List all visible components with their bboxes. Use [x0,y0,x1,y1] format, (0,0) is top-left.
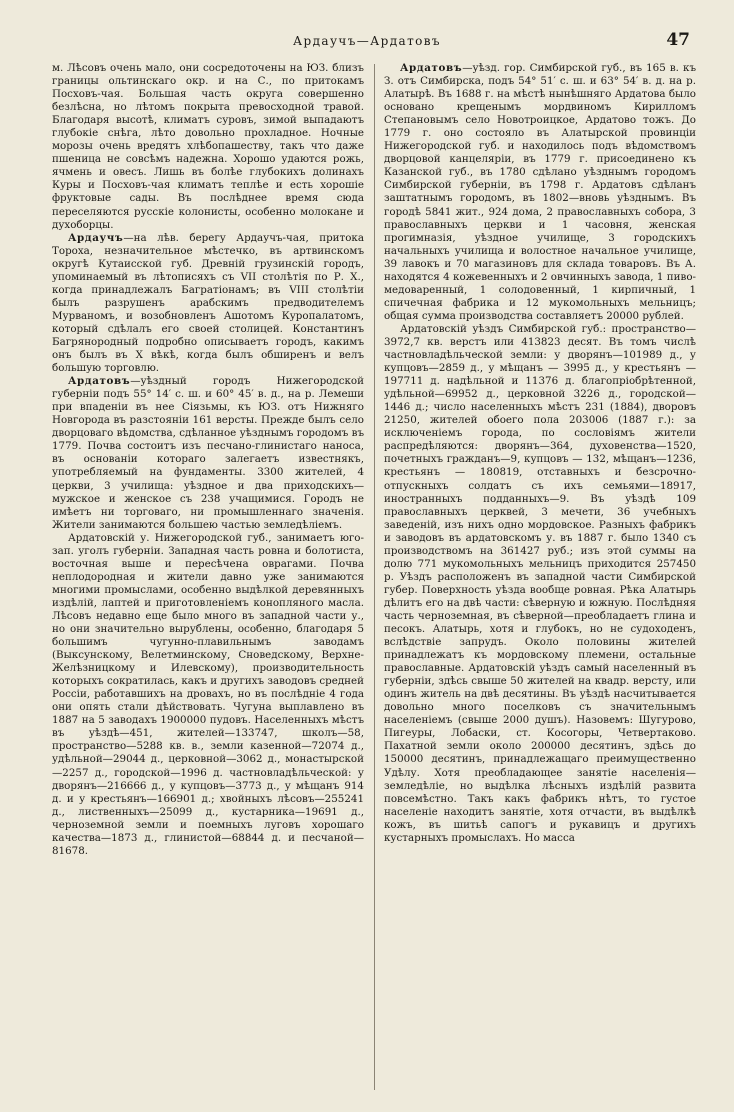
entry-ardatov-nizhny [52,375,364,532]
entry-ardatov-uezd-nizhny: Ардатовскій у. Нижегородской губ., занимаетъ юго-зап. уголъ губерніи. Западная часть ровна и болотиста, восточная выше и пересѣчена оврагами. Почва неплодородная и жители давно уже занимаются многими промыслами, особенно выдѣлкой деревянныхъ издѣлій, лаптей и приготовленіемъ конопляного масла. Лѣсовъ недавно еще было много въ западной части у., но они значительно вырублены, особенно, благодаря 5 большимъ чугунно-плавильнымъ заводамъ (Выксунскому, Велетминскому, Сноведскому, Верхне-Желѣзницкому и Илевскому), производительность которыхъ сократилась, какъ и другихъ заводовъ средней Россіи, работавшихъ на дровахъ, но въ послѣдніе 4 года они опять стали дѣйствовать. Чугуна выплавлено въ 1887 на 5 заводахъ 1900000 пудовъ. Населенныхъ мѣстъ въ уѣздѣ—451, жителей—133747, школъ—58, пространство—5288 кв. в., земли казенной—72074 д., удѣльной—29044 д., церковной—3062 д., монастырской—2257 д., городской—1996 д. частновладѣльческой: у дворянъ—216666 д., у купцовъ—3773 д., у мѣщанъ 914 д. и у крестьянъ—166901 д.; хвойныхъ лѣсовъ—255241 д., лиственныхъ—25099 д., кустарника—19691 д., черноземной земли и поемныхъ луговъ хорошаго качества—1873 д., глинистой—68844 д. и песчаной—81678. [52,531,364,857]
running-head [0,30,734,50]
entry-headword: Ардаучъ [68,231,124,244]
page-number: 47 [666,30,690,50]
entry-text: —уѣзд. гор. Симбирской губ., въ 165 в. къ З. отъ Симбирска, подъ 54° 51′ с. ш. и 63° 54′ в. д. на р. Алатырѣ. Въ 1688 г. на мѣстѣ нынѣшняго Ардатова было основано крещенымъ мордвиномъ Кирилломъ Степановымъ село Новотроицкое, Ардатово тожъ. До 1779 г. оно состояло въ Алатырской провинціи Нижегородской губ. и находилось подъ вѣдомствомъ дворцовой канцеляріи, въ 1779 г. присоединено къ Казанской губ., въ 1780 сдѣлано уѣзднымъ городомъ Симбирской губерніи, въ 1798 г. Ардатовъ сдѣланъ заштатнымъ городомъ, въ 1802—вновь уѣзднымъ. Въ городѣ 5841 жит., 924 дома, 2 православныхъ собора, 3 православныхъ церкви и 1 часовня, женская прогимназія, уѣздное училище, 3 городскихъ начальныхъ училища и волостное начальное училище, 39 лавокъ и 70 магазиновъ для склада товаровъ. Въ А. находятся 4 кожевенныхъ и 2 овчинныхъ завода, 1 пиво-медоваренный, 1 солодовенный, 1 кирпичный, 1 спичечная фабрика и 12 мукомольныхъ мельницъ; общая сумма производства составляетъ 20000 рублей. [384,62,696,322]
entry-text: —уѣздный городъ Нижегородской губерніи подъ 55° 14′ с. ш. и 60° 45′ в. д., на р. Лемеши при впаденіи въ нее Сіязьмы, къ ЮЗ. отъ Нижняго Новгорода въ разстояніи 161 версты. Прежде былъ село дворцоваго вѣдомства, сдѣланное уѣзднымъ городомъ въ 1779. Почва состоитъ изъ песчано-глинистаго наноса, въ основаніи котораго залегаетъ известнякъ, употребляемый на фундаменты. 3300 жителей, 4 церкви, 3 училища: уѣздное и два приходскихъ—мужское и женское съ 238 учащимися. Городъ не имѣетъ ни торговаго, ни промышленнаго значенія. Жители занимаются большею частью земледѣліемъ. [52,375,364,531]
right-column [384,62,696,1092]
entry-ardatov-uezd-simbirsk: Ардатовскій уѣздъ Симбирской губ.: пространство—3972,7 кв. верстъ или 413823 десят. Въ томъ числѣ частновладѣльческой земли: у дворянъ—101989 д., у купцовъ—2859 д., у мѣщанъ — 3995 д., у крестьянъ — 197711 д. надѣльной и 11376 д. благопріобрѣтенной, удѣльной—69952 д., церковной 3226 д., городской—1446 д.; число населенныхъ мѣстъ 231 (1884), дворовъ 21250, жителей обоего пола 203006 (1887 г.): за исключеніемъ города, по сословіямъ жители распредѣляются: дворянъ—364, духовенства—1520, почетныхъ гражданъ—9, купцовъ — 132, мѣщанъ—1236, крестьянъ — 180819, отставныхъ и безсрочно-отпускныхъ солдатъ съ ихъ семьями—18917, иностранныхъ подданныхъ—9. Въ уѣздѣ 109 православныхъ церквей, 3 мечети, 36 учебныхъ заведеній, изъ нихъ одно мордовское. Разныхъ фабрикъ и заводовъ въ ардатовскомъ у. въ 1887 г. было 1340 съ производствомъ на 361427 руб.; изъ этой суммы на долю 771 мукомольныхъ мельницъ приходится 257450 р. Уѣздъ расположенъ въ западной части Симбирской губер. Поверхность уѣзда вообще ровная. Рѣка Алатырь дѣлитъ его на двѣ части: сѣверную и южную. Послѣдняя часть черноземная, въ сѣверной—преобладаетъ глина и песокъ. Алатырь, хотя и глубокъ, но не судоходенъ, вслѣдствіе запрудъ. Около половины жителей принадлежатъ къ мордовскому племени, остальные православные. Ардатовскій уѣздъ самый населенный въ губерніи, здѣсь свыше 50 жителей на квадр. версту, или одинъ житель на двѣ десятины. Въ уѣздѣ насчитывается довольно много поселковъ съ значительнымъ населеніемъ (свыше 2000 душъ). Назовемъ: Шугурово, Пигеуры, Лобаски, ст. Косогоры, Четвертаково. Пахатной земли около 200000 десятинъ, здѣсь до 150000 десятинъ, принадлежащаго преимущественно Удѣлу. Хотя преобладающее занятіе населенія—земледѣліе, но выдѣлка лѣсныхъ издѣлій развита повсемѣстно. Такъ какъ фабрикъ нѣтъ, то густое населеніе находитъ занятіе, хотя отчасти, въ выдѣлкѣ кожъ, въ шитьѣ сапогъ и рукавицъ и другихъ кустарныхъ промыслахъ. Но масса [384,322,696,844]
column-divider [374,64,375,1090]
running-title: Ардаучъ—Ардатовъ [293,34,441,48]
entry-headword: Ардатовъ [400,62,463,74]
entry-ardauch [52,232,364,376]
entry-text: —на лѣв. берегу Ардаучъ-чая, притока Тороха, незначительное мѣстечко, въ артвинскомъ округѣ Кутаисской губ. Древній грузинскій городъ, упоминаемый въ лѣтописяхъ съ VII столѣтія по Р. Х., когда принадлежалъ Багратіонамъ; въ VIII столѣтіи былъ разрушенъ арабскимъ предводителемъ Мурваномъ, и возобновленъ Ашотомъ Куропалатомъ, который сдѣлалъ его своей столицей. Константинъ Багрянородный подробно описываетъ городъ, какимъ онъ былъ въ X вѣкѣ, когда былъ обширенъ и велъ большую торговлю. [52,231,364,375]
entry-ardatov-simbirsk [384,62,696,323]
entry-continuation: м. Лѣсовъ очень мало, они сосредоточены на ЮЗ. близъ границы ольтинскаго окр. и на С., по притокамъ Посховъ-чая. Большая часть округа совершенно безлѣсна, но лѣтомъ покрыта превосходной травой. Благодаря высотѣ, климатъ суровъ, зимой выпадаютъ глубокіе снѣга, лѣто довольно прохладное. Ночные морозы очень вредятъ хлѣбопашеству, такъ что даже пшеница не совсѣмъ надежна. Хорошо удаются рожь, ячмень и овесъ. Лишь въ болѣе глубокихъ долинахъ Куры и Посховъ-чая климатъ теплѣе и есть хорошіе фруктовые сады. Въ послѣднее время сюда переселяются русскіе колонисты, особенно молокане и духоборцы. [52,62,364,231]
entry-headword: Ардатовъ [68,375,131,388]
left-column [52,62,364,1092]
